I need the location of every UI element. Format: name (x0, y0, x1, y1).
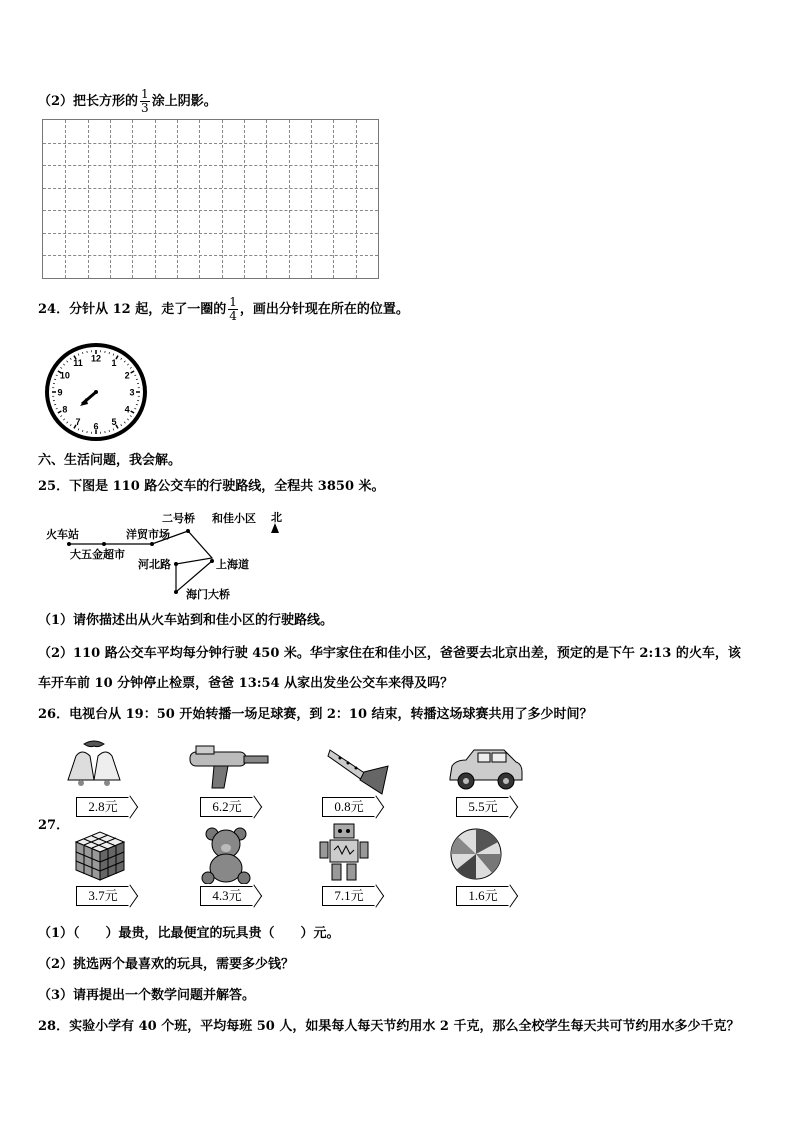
grid-row-line (43, 233, 378, 234)
grid-column-line (132, 120, 133, 278)
clock-number: 12 (90, 353, 102, 364)
grid-column-line (289, 120, 290, 278)
q25-part1: （1）请你描述出从火车站到和佳小区的行驶路线。 (38, 613, 334, 628)
north-arrow-icon (271, 523, 279, 533)
grid-column-line (244, 120, 245, 278)
clock-number: 11 (73, 358, 83, 369)
fraction-one-quarter (228, 296, 238, 323)
grid-column-line (110, 120, 111, 278)
grid-column-line (356, 120, 357, 278)
q23-part2 (38, 88, 217, 115)
fraction-one-third (140, 88, 150, 115)
clock-number: 2 (124, 370, 130, 381)
price-tag-teddy-bear: 4.3元 (200, 886, 254, 906)
q23-part2-suffix: 涂上阴影。 (151, 94, 217, 109)
clock-number: 5 (111, 416, 117, 427)
stop-hardware-market: 大五金超市 (70, 548, 125, 561)
stop-erhao-bridge: 二号桥 (162, 512, 195, 525)
price-tag-water-gun: 6.2元 (200, 797, 254, 817)
rubik-cube-toy-icon (72, 828, 152, 882)
fraction-numerator: 1 (141, 87, 149, 101)
section-six-title: 六、生活问题，我会解。 (38, 453, 182, 468)
grid-column-line (266, 120, 267, 278)
grid-column-line (65, 120, 66, 278)
fraction-denominator: 3 (141, 101, 149, 115)
q25-part2-line1: （2）110 路公交车平均每分钟行驶 450 米。华宇家住在和佳小区，爸爸要去北京出差，预定的是下午 2:13 的火车，该 (38, 646, 741, 661)
clock-number: 6 (93, 421, 99, 432)
q26-question: 26．电视台从 19：50 开始转播一场足球赛，到 2：10 结束，转播这场球赛共用了多少时间？ (38, 707, 593, 722)
q27-part3: （3）请再提出一个数学问题并解答。 (38, 988, 256, 1003)
water-gun-toy-icon (188, 744, 268, 790)
clock-face[interactable] (44, 342, 148, 442)
clock-number: 7 (75, 416, 81, 427)
grid-column-line (155, 120, 156, 278)
robot-toy-icon (318, 820, 398, 884)
clock-number: 1 (111, 358, 117, 369)
rectangle-grid[interactable] (42, 119, 379, 279)
price-tag-ball: 1.6元 (456, 886, 510, 906)
fraction-numerator: 1 (229, 295, 237, 309)
q27-part1: （1）（ ）最贵，比最便宜的玩具贵（ ）元。 (38, 926, 340, 941)
q24-question (38, 296, 409, 323)
clock-center (94, 390, 98, 394)
grid-column-line (222, 120, 223, 278)
clock-number: 3 (129, 387, 135, 398)
clock-number: 8 (62, 404, 68, 415)
north-label: 北 (271, 511, 282, 524)
teddy-bear-toy-icon (198, 826, 278, 884)
q25-part2-line2: 车开车前 10 分钟停止检票，爸爸 13:54 从家出发坐公交车来得及吗？ (38, 676, 454, 691)
stop-train-station: 火车站 (46, 528, 79, 541)
q27-number: 27． (38, 818, 70, 833)
q23-part2-prefix: （2）把长方形的 (38, 94, 139, 109)
clock-number: 10 (59, 370, 70, 381)
grid-row-line (43, 255, 378, 256)
stop-shanghai-road: 上海道 (216, 558, 249, 571)
stop-hebei-road: 河北路 (138, 558, 171, 571)
stop-haimen-bridge: 海门大桥 (186, 588, 230, 601)
grid-row-line (43, 143, 378, 144)
grid-column-line (88, 120, 89, 278)
price-tag-robot: 7.1元 (322, 886, 376, 906)
grid-column-line (311, 120, 312, 278)
clock-number: 4 (124, 404, 130, 415)
q28-question: 28．实验小学有 40 个班，平均每班 50 人，如果每人每天节约用水 2 千克，那么全校学生每天共可节约用水多少千克？ (38, 1019, 740, 1034)
grid-row-line (43, 188, 378, 189)
grid-column-line (199, 120, 200, 278)
grid-row-line (43, 210, 378, 211)
trumpet-toy-icon (326, 744, 406, 796)
q24-suffix: ，画出分针现在所在的位置。 (239, 302, 409, 317)
price-tag-car: 5.5元 (456, 797, 510, 817)
stop-hejia-community: 和佳小区 (212, 512, 256, 525)
price-tag-rubik-cube: 3.7元 (76, 886, 130, 906)
bus-route-map (44, 506, 294, 606)
q25-intro: 25．下图是 110 路公交车的行驶路线，全程共 3850 米。 (38, 479, 385, 494)
ball-toy-icon (448, 826, 528, 882)
grid-column-line (333, 120, 334, 278)
price-tag-trumpet: 0.8元 (322, 797, 376, 817)
price-tag-bells: 2.8元 (76, 797, 130, 817)
car-toy-icon (446, 748, 526, 792)
clock-number: 9 (57, 387, 63, 398)
grid-row-line (43, 165, 378, 166)
bells-toy-icon (62, 738, 142, 790)
grid-column-line (177, 120, 178, 278)
stop-yangmao-market: 洋贸市场 (126, 528, 170, 541)
q24-prefix: 24．分针从 12 起，走了一圈的 (38, 302, 227, 317)
q27-part2: （2）挑选两个最喜欢的玩具，需要多少钱？ (38, 957, 295, 972)
fraction-denominator: 4 (229, 309, 237, 323)
